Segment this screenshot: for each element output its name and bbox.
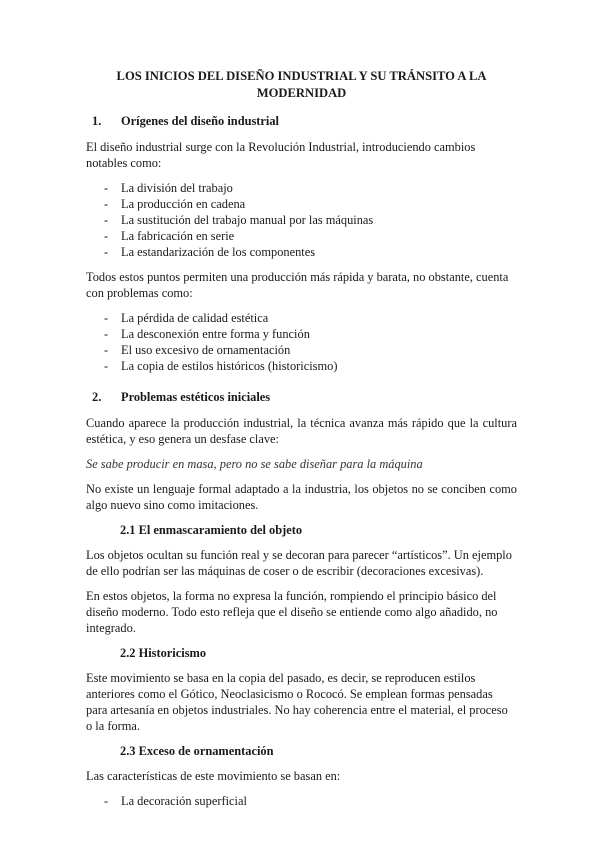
dash-bullet: -: [104, 197, 109, 211]
section-1-number: 1.: [92, 114, 102, 128]
list-item: [86, 228, 517, 244]
section-2-title: Problemas estéticos iniciales: [121, 390, 271, 404]
dash-bullet: -: [104, 181, 109, 195]
list-item: [86, 212, 517, 228]
dash-bullet: -: [104, 229, 109, 243]
section-1-list-problems: [86, 310, 517, 374]
list-item: [86, 358, 517, 374]
dash-bullet: -: [104, 245, 109, 259]
list-item-text: El uso excesivo de ornamentación: [121, 343, 291, 357]
section-2-paragraph-2: No existe un lenguaje formal adaptado a la industria, los objetos no se conciben como algo nuevo sino como imitaciones.: [86, 482, 517, 512]
subsection-2-1-paragraph-1: Los objetos ocultan su función real y se decoran para parecer “artísticos”. Un ejemplo de ello podrían ser las máquinas de coser o de escribir (decoraciones excesivas).: [86, 548, 512, 578]
document-title: LOS INICIOS DEL DISEÑO INDUSTRIAL Y SU TRÁNSITO A LA MODERNIDAD: [116, 69, 487, 100]
dash-bullet: -: [104, 343, 109, 357]
subsection-2-3-paragraph-1: Las características de este movimiento se basan en:: [86, 769, 341, 783]
list-item: [86, 326, 517, 342]
list-item-text: La copia de estilos históricos (historicismo): [121, 359, 338, 373]
list-item-text: La estandarización de los componentes: [121, 245, 316, 259]
section-1-intro: El diseño industrial surge con la Revolución Industrial, introduciendo cambios notables como:: [86, 140, 476, 170]
section-1-title: Orígenes del diseño industrial: [121, 114, 279, 128]
list-item: [86, 180, 517, 196]
section-2-number: 2.: [92, 390, 102, 404]
section-1-list-changes: [86, 180, 517, 260]
subsection-2-1-heading: 2.1 El enmascaramiento del objeto: [120, 523, 303, 537]
dash-bullet: -: [104, 359, 109, 373]
list-item-text: La decoración superficial: [121, 794, 247, 808]
subsection-2-2-heading: 2.2 Historicismo: [120, 646, 207, 660]
dash-bullet: -: [104, 327, 109, 341]
subsection-2-2-paragraph-1: Este movimiento se basa en la copia del pasado, es decir, se reproducen estilos anteriores como el Gótico, Neoclasicismo o Rococó. Se emplean formas pensadas para artesanía en objetos industriales. No hay coherencia entre el material, el proceso o la forma.: [86, 671, 508, 733]
dash-bullet: -: [104, 213, 109, 227]
section-2-paragraph-1: Cuando aparece la producción industrial, la técnica avanza más rápido que la cultura estética, y eso genera un desfase clave:: [86, 416, 517, 446]
list-item: [86, 310, 517, 326]
section-1-heading: [86, 113, 517, 129]
subsection-2-3-list: [86, 793, 517, 809]
list-item: [86, 793, 517, 809]
list-item-text: La fabricación en serie: [121, 229, 235, 243]
list-item: [86, 342, 517, 358]
list-item-text: La sustitución del trabajo manual por las máquinas: [121, 213, 374, 227]
subsection-2-3-heading: 2.3 Exceso de ornamentación: [120, 744, 274, 758]
list-item: [86, 244, 517, 260]
list-item-text: La división del trabajo: [121, 181, 233, 195]
section-2-quote: Se sabe producir en masa, pero no se sabe diseñar para la máquina: [86, 457, 423, 471]
section-2-heading: [86, 389, 517, 405]
list-item-text: La desconexión entre forma y función: [121, 327, 310, 341]
dash-bullet: -: [104, 311, 109, 325]
subsection-2-1-paragraph-2: En estos objetos, la forma no expresa la función, rompiendo el principio básico del diseño moderno. Todo esto refleja que el diseño se entiende como algo añadido, no integrado.: [86, 589, 498, 635]
dash-bullet: -: [104, 794, 109, 808]
list-item-text: La producción en cadena: [121, 197, 246, 211]
list-item: [86, 196, 517, 212]
section-1-middle: Todos estos puntos permiten una producción más rápida y barata, no obstante, cuenta con problemas como:: [86, 270, 509, 300]
list-item-text: La pérdida de calidad estética: [121, 311, 269, 325]
